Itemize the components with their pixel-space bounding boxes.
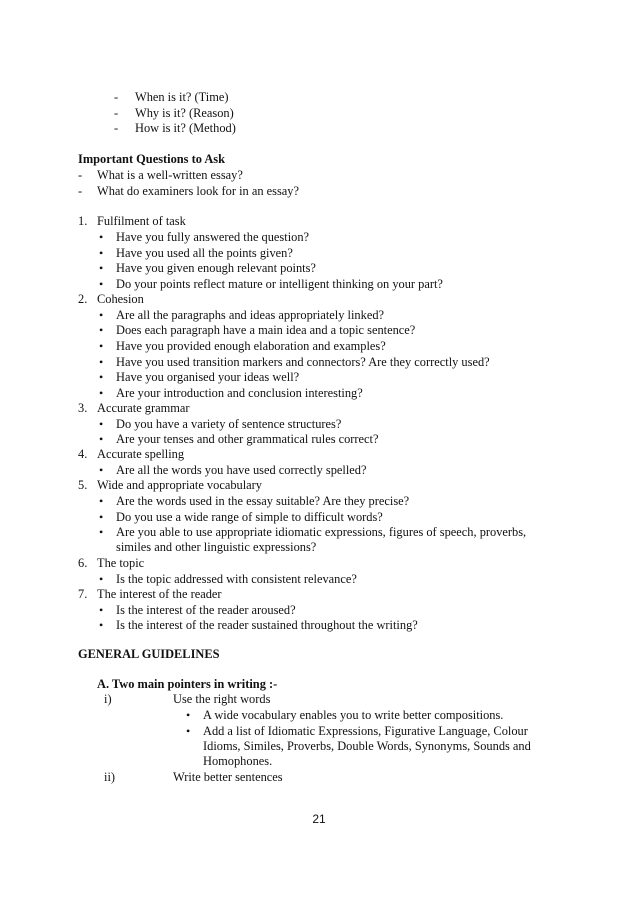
section-heading: GENERAL GUIDELINES bbox=[78, 647, 220, 661]
section-heading: Important Questions to Ask bbox=[78, 152, 225, 166]
bullet-item: • Are your introduction and conclusion interesting? bbox=[116, 386, 363, 401]
list-item: Why is it? (Reason) bbox=[135, 106, 234, 120]
bullet-item: • Have you provided enough elaboration and examples? bbox=[116, 339, 386, 354]
bullet-item: • Does each paragraph have a main idea and a topic sentence? bbox=[116, 323, 415, 338]
point-title: Write better sentences bbox=[173, 770, 283, 784]
roman-numeral: ii) bbox=[104, 770, 116, 784]
bullet-item: • Add a list of Idiomatic Expressions, Figurative Language, Colour bbox=[203, 724, 528, 739]
bullet-item: • Is the topic addressed with consistent relevance? bbox=[116, 572, 357, 587]
dash-marker: - bbox=[78, 168, 83, 182]
bullet-item: • Do your points reflect mature or intelligent thinking on your part? bbox=[116, 277, 443, 292]
bullet-item: • Do you use a wide range of simple to difficult words? bbox=[116, 510, 383, 525]
section-number: 7. bbox=[78, 587, 88, 601]
section-title: Wide and appropriate vocabulary bbox=[97, 478, 262, 492]
section-number: 4. bbox=[78, 447, 88, 461]
section-number: 2. bbox=[78, 292, 88, 306]
dash-marker: - bbox=[78, 184, 83, 198]
bullet-item: • Is the interest of the reader sustained throughout the writing? bbox=[116, 618, 418, 633]
bullet-item-continuation: Homophones. bbox=[203, 754, 273, 768]
section-number: 6. bbox=[78, 556, 88, 570]
section-title: Accurate spelling bbox=[97, 447, 185, 461]
bullet-item: • Are you able to use appropriate idiomatic expressions, figures of speech, proverbs, bbox=[116, 525, 526, 540]
section-title: The interest of the reader bbox=[97, 587, 222, 601]
bullet-item: • Are your tenses and other grammatical rules correct? bbox=[116, 432, 379, 447]
bullet-item: • Have you used transition markers and connectors? Are they correctly used? bbox=[116, 355, 490, 370]
section-title: The topic bbox=[97, 556, 145, 570]
section-number: 1. bbox=[78, 214, 88, 228]
dash-marker: - bbox=[114, 90, 119, 104]
section-number: 5. bbox=[78, 478, 88, 492]
dash-marker: - bbox=[114, 106, 119, 120]
roman-numeral: i) bbox=[104, 692, 112, 706]
section-number: 3. bbox=[78, 401, 88, 415]
list-item: What is a well-written essay? bbox=[97, 168, 243, 182]
section-title: Fulfilment of task bbox=[97, 214, 186, 228]
bullet-item: • Is the interest of the reader aroused? bbox=[116, 603, 296, 618]
subsection-heading: A. Two main pointers in writing :- bbox=[97, 677, 278, 691]
dash-marker: - bbox=[114, 121, 119, 135]
bullet-item-continuation: Idioms, Similes, Proverbs, Double Words, Synonyms, Sounds and bbox=[203, 739, 531, 753]
point-title: Use the right words bbox=[173, 692, 271, 706]
bullet-item: • Do you have a variety of sentence structures? bbox=[116, 417, 341, 432]
section-title: Accurate grammar bbox=[97, 401, 190, 415]
bullet-item: • A wide vocabulary enables you to write better compositions. bbox=[203, 708, 503, 723]
bullet-item: • Are the words used in the essay suitable? Are they precise? bbox=[116, 494, 409, 509]
bullet-item-continuation: similes and other linguistic expressions? bbox=[116, 540, 317, 554]
page-number: 21 bbox=[312, 812, 326, 826]
bullet-item: • Have you fully answered the question? bbox=[116, 230, 309, 245]
bullet-item: • Have you given enough relevant points? bbox=[116, 261, 316, 276]
list-item: How is it? (Method) bbox=[135, 121, 236, 135]
section-title: Cohesion bbox=[97, 292, 144, 306]
bullet-item: • Are all the words you have used correctly spelled? bbox=[116, 463, 366, 478]
bullet-item: • Have you used all the points given? bbox=[116, 246, 293, 261]
bullet-item: • Have you organised your ideas well? bbox=[116, 370, 299, 385]
list-item: What do examiners look for in an essay? bbox=[97, 184, 299, 198]
list-item: When is it? (Time) bbox=[135, 90, 229, 104]
bullet-item: • Are all the paragraphs and ideas appropriately linked? bbox=[116, 308, 384, 323]
